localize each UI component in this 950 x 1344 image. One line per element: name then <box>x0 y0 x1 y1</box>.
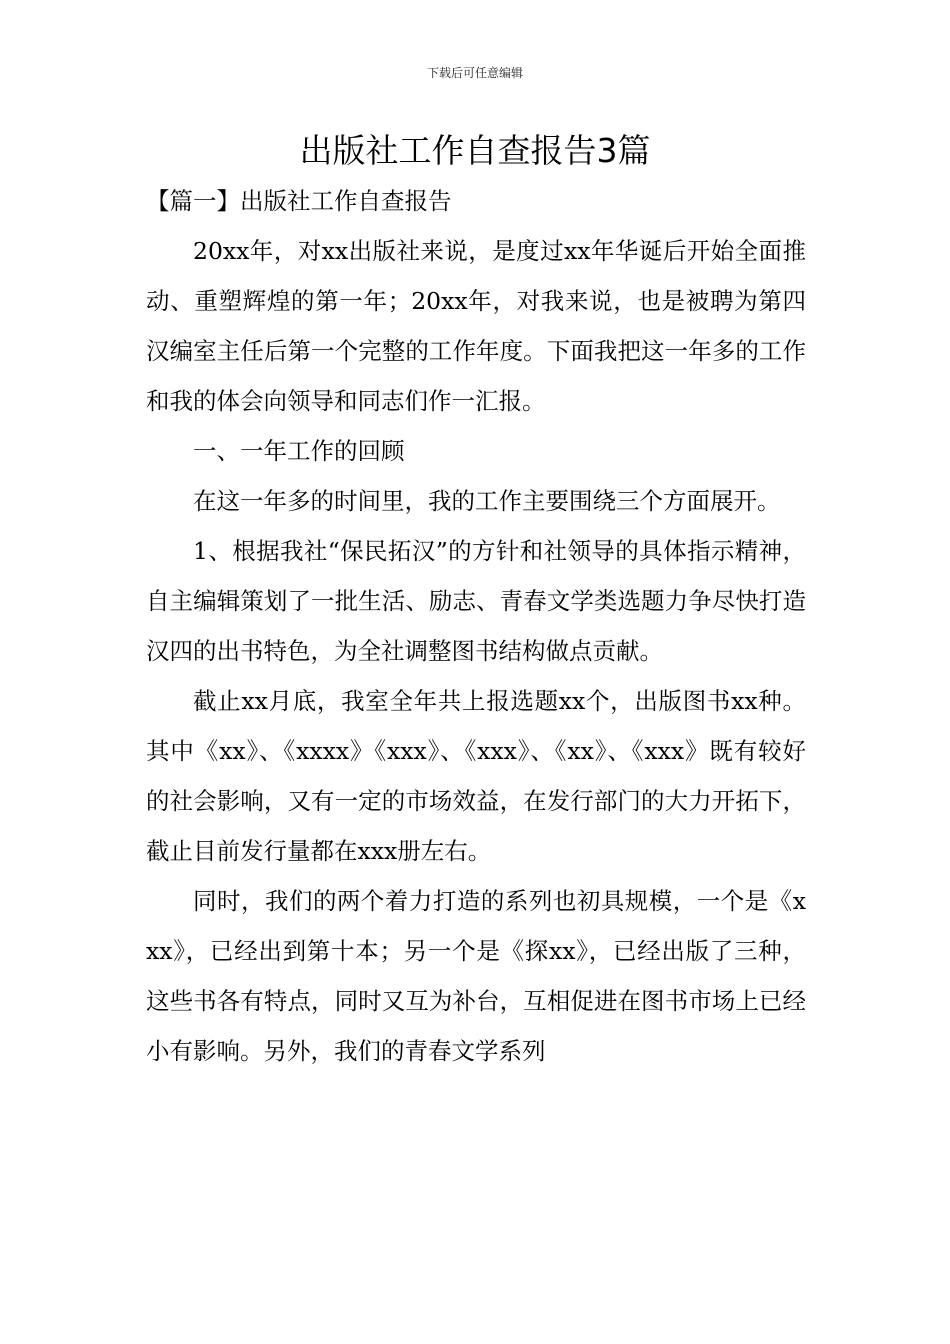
paragraph-intro: 20xx年，对xx出版社来说，是度过xx年华诞后开始全面推动、重塑辉煌的第一年；20xx年，对我来说，也是被聘为第四汉编室主任后第一个完整的工作年度。下面我把这一年多的工作和我的体会向领导和同志们作一汇报。 <box>146 237 806 415</box>
paragraph-point-1: 1、根据我社“保民拓汉”的方针和社领导的具体指示精神，自主编辑策划了一批生活、励志、青春文学类选题力争尽快打造汉四的出书特色，为全社调整图书结构做点贡献。 <box>146 537 806 665</box>
paragraph-overview: 在这一年多的时间里，我的工作主要围绕三个方面展开。 <box>193 487 781 515</box>
document-body <box>146 176 806 1076</box>
paragraph-series: 同时，我们的两个着力打造的系列也初具规模，一个是《xxx》，已经出到第十本；另一个是《探xx》，已经出版了三种，这些书各有特点，同时又互为补台，互相促进在图书市场上已经小有影响。另外，我们的青春文学系列 <box>146 887 806 1065</box>
paragraph-statistics: 截止xx月底，我室全年共上报选题xx个，出版图书xx种。其中《xx》、《xxxx》《xxx》、《xxx》、《xx》、《xxx》既有较好的社会影响，又有一定的市场效益，在发行部门的大力开拓下，截止目前发行量都在xxx册左右。 <box>146 687 806 865</box>
document-title: 出版社工作自查报告3篇 <box>299 131 651 170</box>
section-heading: 【篇一】出版社工作自查报告 <box>146 187 452 215</box>
header-note: 下载后可任意编辑 <box>426 66 523 80</box>
paragraph-subheading-review: 一、一年工作的回顾 <box>193 437 405 465</box>
